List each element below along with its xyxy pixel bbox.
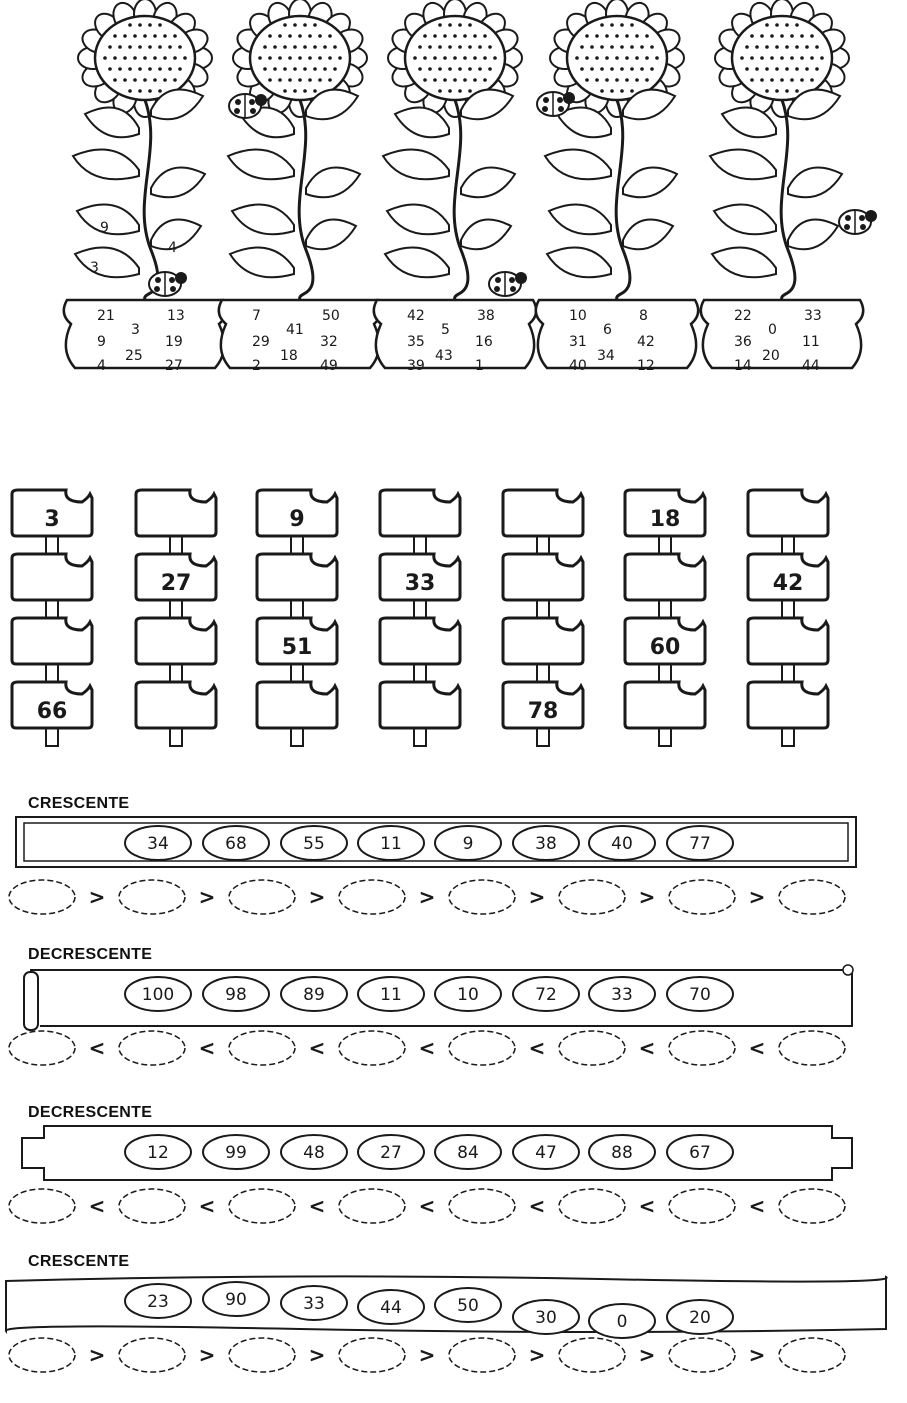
comparison-symbol: > [748,885,766,909]
leaf [623,168,677,198]
oval-number: 89 [303,985,325,1005]
popsicle [380,682,460,746]
leaf [461,220,511,250]
leaf [387,205,449,235]
answer-blank[interactable] [119,880,185,914]
pot-number: 42 [407,308,425,324]
comparison-symbol: > [528,1343,546,1367]
popsicle [503,682,583,746]
comparison-symbol: > [418,885,436,909]
exercise-graphic [0,946,907,1096]
pot-number: 9 [97,334,106,350]
leaf [75,248,139,278]
oval-number: 88 [611,1143,633,1163]
popsicle [503,490,583,554]
leaf-number: 4 [168,240,177,256]
number-oval [589,826,655,860]
comparison-symbol: < [88,1036,106,1060]
answer-blank[interactable] [339,1338,405,1372]
number-oval [125,1135,191,1169]
answer-blank[interactable] [119,1189,185,1223]
comparison-symbol: < [528,1036,546,1060]
leaf-number: 9 [100,220,109,236]
pot-number: 22 [734,308,752,324]
stem [781,100,795,300]
leaf [85,108,139,138]
oval-number: 100 [141,985,175,1005]
number-oval [358,826,424,860]
oval-number: 90 [225,1290,247,1310]
answer-blank[interactable] [449,1189,515,1223]
comparison-symbol: < [308,1036,326,1060]
popsicle-number: 66 [36,699,68,724]
answer-blank[interactable] [449,1031,515,1065]
number-oval [203,826,269,860]
oval-number: 70 [689,985,711,1005]
comparison-symbol: > [308,885,326,909]
leaf [549,205,611,235]
popsicle [503,554,583,618]
oval-number: 9 [462,834,474,854]
popsicle [12,490,92,554]
answer-blank[interactable] [779,880,845,914]
pot-number: 16 [475,334,493,350]
number-oval [281,1135,347,1169]
pot-number: 36 [734,334,752,350]
leaf [788,220,838,250]
oval-number: 11 [380,985,402,1005]
oval-number: 67 [689,1143,711,1163]
oval-number: 12 [147,1143,169,1163]
sunflower [536,0,698,374]
answer-blank[interactable] [119,1031,185,1065]
pot-number: 0 [768,322,777,338]
popsicle-number: 42 [772,571,804,596]
leaf [232,205,294,235]
pot-number: 34 [597,348,615,364]
comparison-symbol: < [638,1194,656,1218]
number-oval [281,1286,347,1320]
popsicle [380,490,460,554]
leaf [228,150,294,180]
popsicle [503,618,583,682]
answer-blank[interactable] [449,1338,515,1372]
answer-blank[interactable] [229,1031,295,1065]
pot-number: 43 [435,348,453,364]
oval-number: 20 [689,1308,711,1328]
answer-blank[interactable] [669,1338,735,1372]
answer-blank[interactable] [669,1031,735,1065]
number-oval [589,977,655,1011]
flower-pot [536,300,698,368]
comparison-symbol: < [198,1194,216,1218]
ladybug-icon [149,272,187,296]
popsicle-number: 60 [649,635,681,660]
leaf [306,168,360,198]
number-oval [358,1290,424,1324]
number-oval [513,1300,579,1334]
leaf [547,248,611,278]
oval-number: 0 [616,1312,628,1332]
popsicle-grid [0,470,907,760]
popsicle [625,618,705,682]
popsicle [625,554,705,618]
popsicle-number: 78 [527,699,559,724]
comparison-symbol: < [88,1194,106,1218]
popsicle [748,682,828,746]
number-oval [513,826,579,860]
comparison-symbol: > [418,1343,436,1367]
popsicle-number: 9 [289,507,305,532]
pot-number: 44 [802,358,820,374]
oval-number: 11 [380,834,402,854]
oval-number: 10 [457,985,479,1005]
popsicle [12,618,92,682]
pot-number: 4 [97,358,106,374]
comparison-symbol: > [638,885,656,909]
answer-blank[interactable] [119,1338,185,1372]
exercise-title: CRESCENTE [28,795,130,812]
popsicle [625,682,705,746]
pot-number: 50 [322,308,340,324]
oval-number: 38 [535,834,557,854]
number-oval [667,1300,733,1334]
popsicle [748,618,828,682]
leaf [395,108,449,138]
oval-number: 33 [303,1294,325,1314]
pot-number: 27 [165,358,183,374]
oval-number: 44 [380,1298,402,1318]
pot-number: 13 [167,308,185,324]
exercise-graphic [0,1253,907,1397]
comparison-symbol: < [748,1036,766,1060]
popsicle [136,618,216,682]
leaf [545,150,611,180]
pot-number: 1 [475,358,484,374]
pot-number: 49 [320,358,338,374]
oval-number: 30 [535,1308,557,1328]
number-oval [667,826,733,860]
sunflower [374,0,536,374]
comparison-symbol: < [638,1036,656,1060]
pot-number: 32 [320,334,338,350]
number-oval [667,1135,733,1169]
oval-number: 40 [611,834,633,854]
leaf [461,168,515,198]
answer-blank[interactable] [229,880,295,914]
pot-number: 33 [804,308,822,324]
popsicle [748,554,828,618]
popsicle [257,682,337,746]
popsicle [257,554,337,618]
oval-number: 68 [225,834,247,854]
oval-number: 23 [147,1292,169,1312]
ladybug-icon [839,210,877,234]
popsicle [380,554,460,618]
sunflower [219,0,381,374]
comparison-symbol: < [308,1194,326,1218]
pot-number: 25 [125,348,143,364]
comparison-symbol: < [528,1194,546,1218]
leaf [788,168,842,198]
stem [454,100,468,300]
exercise-2 [0,946,907,1096]
number-oval [589,1304,655,1338]
leaf [151,168,205,198]
pot-number: 10 [569,308,587,324]
comparison-symbol: > [88,885,106,909]
pot-number: 11 [802,334,820,350]
sunflower [701,0,863,374]
oval-number: 33 [611,985,633,1005]
pot-number: 42 [637,334,655,350]
popsicle [625,490,705,554]
answer-blank[interactable] [9,1338,75,1372]
flower-pot [64,300,226,368]
stem [144,100,158,300]
pot-number: 2 [252,358,261,374]
exercise-title: DECRESCENTE [28,1104,153,1121]
oval-number: 98 [225,985,247,1005]
number-oval [667,977,733,1011]
flower-pot [374,300,536,368]
popsicle-number: 3 [44,507,60,532]
answer-blank[interactable] [9,880,75,914]
oval-number: 77 [689,834,711,854]
answer-blank[interactable] [779,1189,845,1223]
answer-blank[interactable] [669,1189,735,1223]
pot-number: 31 [569,334,587,350]
leaf [722,108,776,138]
number-oval [435,977,501,1011]
pot-number: 6 [603,322,612,338]
number-oval [203,1135,269,1169]
comparison-symbol: > [748,1343,766,1367]
comparison-symbol: > [528,885,546,909]
pot-number: 19 [165,334,183,350]
number-oval [358,1135,424,1169]
pot-number: 12 [637,358,655,374]
exercise-graphic [0,795,907,945]
popsicle-number: 27 [160,571,192,596]
pot-number: 39 [407,358,425,374]
comparison-symbol: < [748,1194,766,1218]
answer-blank[interactable] [339,1031,405,1065]
answer-blank[interactable] [449,880,515,914]
pot-number: 40 [569,358,587,374]
pot-number: 18 [280,348,298,364]
comparison-symbol: > [308,1343,326,1367]
oval-number: 50 [457,1296,479,1316]
number-oval [435,1288,501,1322]
pot-number: 41 [286,322,304,338]
number-oval [513,977,579,1011]
comparison-symbol: < [418,1036,436,1060]
comparison-symbol: > [198,1343,216,1367]
answer-blank[interactable] [559,1031,625,1065]
leaf [710,150,776,180]
answer-blank[interactable] [559,1189,625,1223]
answer-blank[interactable] [669,880,735,914]
popsicle-number: 18 [649,507,681,532]
leaf [230,248,294,278]
popsicle-number: 51 [281,635,313,660]
number-oval [203,977,269,1011]
comparison-symbol: > [88,1343,106,1367]
pot-number: 8 [639,308,648,324]
number-oval [125,1284,191,1318]
comparison-symbol: > [198,885,216,909]
number-oval [513,1135,579,1169]
leaf [623,220,673,250]
number-oval [435,826,501,860]
oval-number: 48 [303,1143,325,1163]
exercise-1 [0,795,907,945]
number-oval [125,826,191,860]
popsicle [136,554,216,618]
answer-blank[interactable] [339,880,405,914]
oval-number: 55 [303,834,325,854]
comparison-symbol: > [638,1343,656,1367]
comparison-symbol: < [418,1194,436,1218]
answer-blank[interactable] [779,1031,845,1065]
sunflower [64,0,226,374]
sunflowers-illustration [0,0,907,380]
popsicle-number: 33 [404,571,436,596]
pot-number: 35 [407,334,425,350]
oval-number: 47 [535,1143,557,1163]
flower-pot [701,300,863,368]
stem [299,100,313,300]
popsicle [12,554,92,618]
pot-number: 5 [441,322,450,338]
leaf-number: 3 [90,260,99,276]
answer-blank[interactable] [9,1031,75,1065]
leaf [712,248,776,278]
number-oval [281,977,347,1011]
answer-blank[interactable] [229,1189,295,1223]
answer-blank[interactable] [559,1338,625,1372]
exercise-graphic [0,1104,907,1254]
number-oval [589,1135,655,1169]
leaf [306,220,356,250]
oval-number: 99 [225,1143,247,1163]
pot-number: 21 [97,308,115,324]
pot-number: 7 [252,308,261,324]
popsicle [136,682,216,746]
oval-number: 84 [457,1143,479,1163]
popsicle [257,618,337,682]
leaf [383,150,449,180]
leaf [714,205,776,235]
pot-number: 14 [734,358,752,374]
exercise-4 [0,1253,907,1403]
answer-blank[interactable] [229,1338,295,1372]
answer-blank[interactable] [9,1189,75,1223]
leaf [73,150,139,180]
exercise-title: DECRESCENTE [28,946,153,963]
answer-blank[interactable] [559,880,625,914]
popsicle [748,490,828,554]
pot-number: 29 [252,334,270,350]
popsicle [257,490,337,554]
exercise-title: CRESCENTE [28,1253,130,1270]
answer-blank[interactable] [339,1189,405,1223]
comparison-symbol: < [198,1036,216,1060]
number-oval [281,826,347,860]
popsicle [136,490,216,554]
leaf [385,248,449,278]
number-oval [125,977,191,1011]
pot-number: 20 [762,348,780,364]
stem [616,100,630,300]
oval-number: 72 [535,985,557,1005]
number-oval [358,977,424,1011]
popsicle [12,682,92,746]
answer-blank[interactable] [779,1338,845,1372]
pot-number: 38 [477,308,495,324]
popsicle [380,618,460,682]
oval-number: 34 [147,834,169,854]
ladybug-icon [489,272,527,296]
oval-number: 27 [380,1143,402,1163]
pot-number: 3 [131,322,140,338]
number-oval [203,1282,269,1316]
number-oval [435,1135,501,1169]
exercise-3 [0,1104,907,1254]
